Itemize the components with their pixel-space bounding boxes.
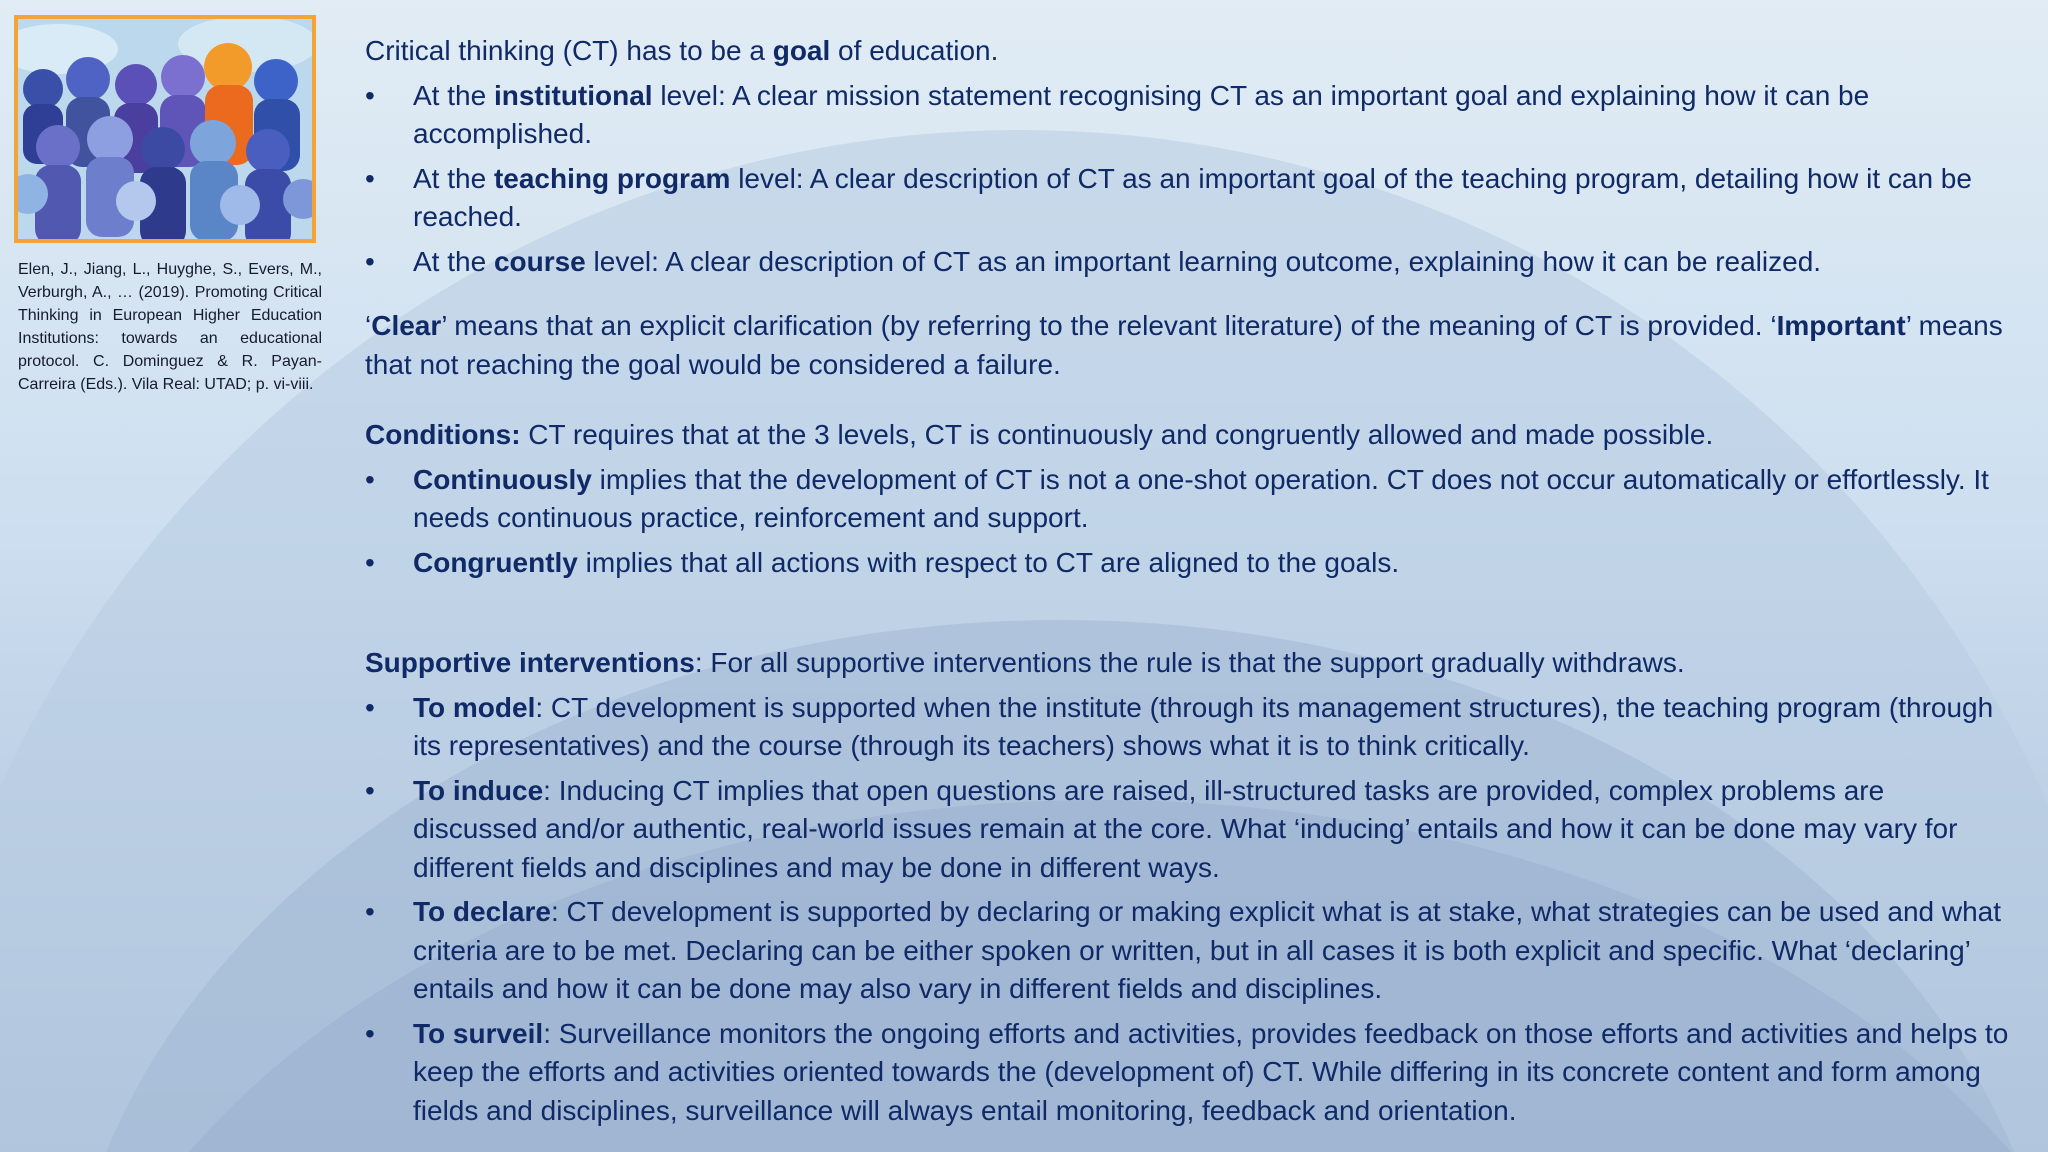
list-item-institutional: • At the institutional level: A clear mission statement recognising CT as an important goal and explaining how it can be accomplished. xyxy=(365,77,2015,154)
list-item-to-induce: • To induce: Inducing CT implies that open questions are raised, ill-structured tasks are provided, complex problems are discussed and/or authentic, real-world issues remain at the core. What ‘inducing’ entails and how it can be done may vary for different fields and disciplines and may be done in different ways. xyxy=(365,772,2015,888)
conditions-list xyxy=(365,461,2015,583)
conditions-paragraph: Conditions: CT requires that at the 3 levels, CT is continuously and congruently allowed and made possible. xyxy=(365,419,1714,450)
list-item-to-model: • To model: CT development is supported when the institute (through its management structures), the teaching program (through its representatives) and the course (through its teachers) shows what it is to think critically. xyxy=(365,689,2015,766)
supportive-interventions-paragraph: Supportive interventions: For all supportive interventions the rule is that the support gradually withdraws. xyxy=(365,647,1685,678)
list-item-congruently: • Congruently implies that all actions with respect to CT are aligned to the goals. xyxy=(365,544,2015,583)
list-item-to-declare: • To declare: CT development is supported by declaring or making explicit what is at stake, what strategies can be used and what criteria are to be met. Declaring can be either spoken or written, but in all cases it is both explicit and specific. What ‘declaring’ entails and how it can be done may also vary in different fields and disciplines. xyxy=(365,893,2015,1009)
list-item-to-surveil: • To surveil: Surveillance monitors the ongoing efforts and activities, provides feedback on those efforts and activities and helps to keep the efforts and activities oriented towards the (development of) CT. While differing in its concrete content and form among fields and disciplines, surveillance will always entail monitoring, feedback and orientation. xyxy=(365,1015,2015,1131)
clear-important-paragraph: ‘Clear’ means that an explicit clarification (by referring to the relevant literature) of the meaning of CT is provided. ‘Important’ means that not reaching the goal would be considered a failure. xyxy=(365,310,2003,380)
goal-intro: Critical thinking (CT) has to be a goal of education. xyxy=(365,35,999,66)
list-item-course: • At the course level: A clear description of CT as an important learning outcome, explaining how it can be realized. xyxy=(365,243,2015,282)
list-item-continuously: • Continuously implies that the development of CT is not a one-shot operation. CT does not occur automatically or effortlessly. It needs continuous practice, reinforcement and support. xyxy=(365,461,2015,538)
citation-reference: Elen, J., Jiang, L., Huyghe, S., Evers, M., Verburgh, A., … (2019). Promoting Critical Thinking in European Higher Education Institutions: towards an educational protocol. C. Dominguez & R. Payan-Carreira (Eds.). Vila Real: UTAD; p. vi-viii. xyxy=(18,261,322,393)
list-item-teaching-program: • At the teaching program level: A clear description of CT as an important goal of the teaching program, detailing how it can be reached. xyxy=(365,160,2015,237)
crowd-illustration xyxy=(14,15,316,243)
slide-content xyxy=(365,32,2015,1136)
goal-levels-list xyxy=(365,77,2015,282)
supportive-interventions-list xyxy=(365,689,2015,1131)
